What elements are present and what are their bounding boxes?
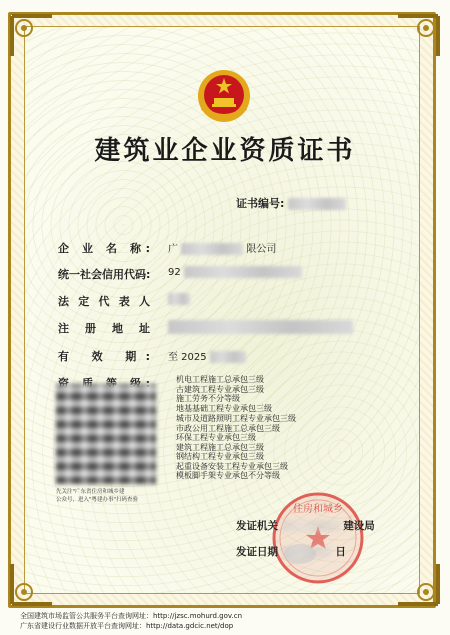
issue-date bbox=[236, 544, 346, 559]
company-name-prefix: 广 bbox=[168, 244, 178, 255]
issuing-authority-label: 发证机关 bbox=[236, 520, 278, 532]
qualification-item: 城市及道路照明工程专业承包三级 bbox=[176, 414, 296, 423]
certificate-title: 建筑业企业资质证书 bbox=[94, 136, 356, 166]
qualification-item: 机电工程施工总承包三级 bbox=[176, 375, 264, 384]
issue-date-label: 发证日期 bbox=[236, 546, 278, 558]
redacted-company-name bbox=[181, 243, 243, 255]
validity-value bbox=[168, 348, 246, 363]
corner-ornament-icon bbox=[10, 14, 54, 58]
company-name-value bbox=[168, 240, 276, 255]
footer-query-url-2: 广东省建设行业数据开放平台查询网址：http://data.gdcic.net/dop bbox=[20, 622, 234, 630]
corner-ornament-icon bbox=[396, 14, 440, 58]
company-name-label: 企 业 名 称: bbox=[58, 242, 150, 255]
corner-ornament-icon bbox=[10, 562, 54, 606]
redacted-registered-address bbox=[168, 320, 353, 334]
qualification-item: 钢结构工程专业承包三级 bbox=[176, 452, 264, 461]
national-emblem-icon bbox=[196, 68, 252, 124]
credit-code-value bbox=[168, 266, 302, 278]
qualification-item: 地基基础工程专业承包三级 bbox=[176, 403, 272, 413]
legal-representative-label: 法 定 代 表 人 bbox=[58, 295, 150, 308]
redacted-credit-code bbox=[184, 266, 302, 278]
footer-query-url-1: 全国建筑市场监管公共服务平台查询网址：http://jzsc.mohurd.gov.cn bbox=[20, 612, 243, 620]
corner-ornament-icon bbox=[396, 562, 440, 606]
company-name-suffix: 限公司 bbox=[246, 244, 277, 255]
qualification-item: 模板脚手架专业承包不分等级 bbox=[176, 471, 280, 480]
redacted-validity bbox=[210, 351, 246, 363]
qualification-item: 起重设备安装工程专业承包三级 bbox=[176, 461, 288, 471]
validity-prefix: 至 2025 bbox=[168, 352, 207, 363]
issue-date-suffix: 日 bbox=[335, 546, 346, 558]
credit-code-label: 统一社会信用代码: bbox=[58, 268, 151, 281]
registered-address-label: 注 册 地 址 bbox=[58, 322, 150, 335]
svg-text:住房和城乡: 住房和城乡 bbox=[293, 504, 343, 515]
qr-caption-line1: 先关注"广东省住房和城乡建 bbox=[56, 489, 125, 495]
qualification-list-1 bbox=[176, 375, 272, 413]
issuing-authority-suffix: 建设局 bbox=[343, 520, 375, 532]
credit-code-prefix: 92 bbox=[168, 267, 181, 278]
legal-representative-value bbox=[168, 293, 190, 305]
qualification-item: 市政公用工程施工总承包三级 bbox=[176, 423, 280, 433]
redacted-issue-date bbox=[282, 546, 332, 558]
registered-address-value bbox=[168, 320, 353, 334]
qualification-item: 建筑工程施工总承包三级 bbox=[176, 442, 264, 452]
redacted-certificate-number bbox=[288, 198, 346, 210]
issuing-authority bbox=[236, 518, 375, 533]
qualification-item: 古建筑工程专业承包三级 bbox=[176, 384, 264, 394]
qr-caption-line2: 公众号，进入"粤建办事"扫码查验 bbox=[56, 497, 139, 503]
qualification-item: 施工劳务不分等级 bbox=[176, 394, 240, 403]
validity-label: 有 效 期: bbox=[58, 350, 150, 363]
redacted-issuing-authority bbox=[282, 520, 340, 532]
certificate-number-label: 证书编号: bbox=[236, 197, 285, 210]
qualification-list-2 bbox=[176, 414, 296, 481]
qr-code bbox=[56, 384, 156, 484]
redacted-legal-representative bbox=[168, 293, 190, 305]
certificate-number bbox=[236, 195, 346, 211]
official-seal-icon bbox=[270, 490, 366, 586]
qualification-item: 环保工程专业承包三级 bbox=[176, 433, 256, 442]
